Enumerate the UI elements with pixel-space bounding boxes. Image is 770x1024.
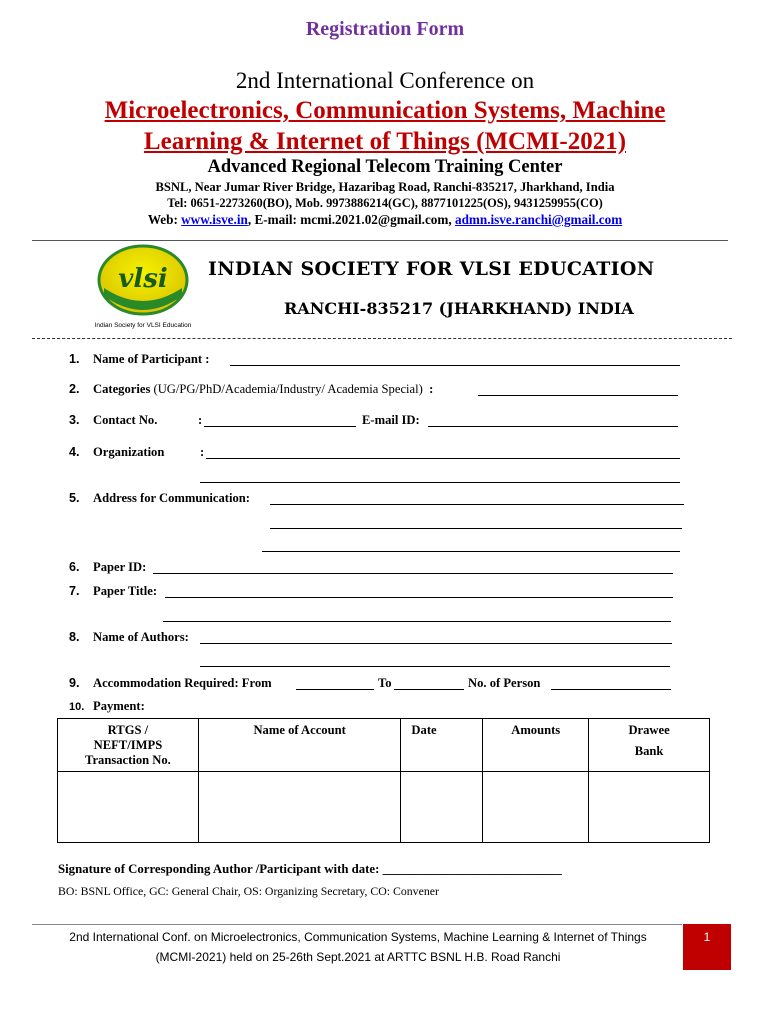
organization-line-1[interactable]: [206, 458, 680, 459]
field-organization: [69, 445, 164, 460]
table-header-row: [58, 719, 710, 772]
society-name: INDIAN SOCIETY FOR VLSI EDUCATION: [208, 258, 655, 280]
website-link[interactable]: www.isve.in: [181, 212, 248, 227]
field-name-of-authors: [69, 630, 189, 645]
header-line: Drawee: [628, 723, 670, 737]
header-line: RTGS /: [107, 723, 149, 737]
field-number: 10.: [69, 701, 85, 713]
header-line: Transaction No.: [85, 753, 171, 767]
footer-divider: [32, 924, 682, 925]
cell-transaction-no[interactable]: [58, 772, 199, 843]
paper-id-line[interactable]: [153, 573, 673, 574]
field-label: Organization: [93, 445, 165, 459]
accommodation-from-line[interactable]: [296, 689, 374, 690]
cell-amounts[interactable]: [483, 772, 589, 843]
authors-line-2[interactable]: [200, 666, 670, 667]
field-label: Address for Communication:: [93, 491, 250, 505]
web-label: Web:: [147, 212, 182, 227]
field-number: 2.: [69, 382, 80, 396]
organization-line-2[interactable]: [200, 482, 680, 483]
header-transaction-no: [58, 719, 199, 772]
field-payment: [69, 699, 145, 714]
payment-table: [57, 718, 710, 843]
logo-caption: Indian Society for VLSI Education: [94, 322, 192, 329]
header-drawee-bank: [589, 719, 710, 772]
email-id-label: E-mail ID:: [362, 413, 420, 427]
field-paper-title: [69, 584, 157, 599]
field-colon: :: [429, 382, 434, 396]
email-separator: ,: [448, 212, 455, 227]
address-line-1[interactable]: [270, 504, 684, 505]
accommodation-to-label: To: [378, 676, 392, 690]
categories-line[interactable]: [478, 395, 678, 396]
organizer-web-email: [0, 212, 770, 228]
email-link-2[interactable]: admn.isve.ranchi@gmail.com: [454, 212, 623, 227]
header-line: Bank: [634, 744, 664, 758]
vlsi-logo: [90, 244, 196, 332]
logo-text: vlsi: [118, 264, 168, 294]
field-label: Paper ID:: [93, 560, 147, 574]
email-1: mcmi.2021.02@gmail.com: [300, 212, 449, 227]
field-number: 8.: [69, 630, 80, 644]
dashed-divider: [32, 338, 732, 339]
header-amounts: Amounts: [483, 719, 589, 772]
field-number: 5.: [69, 491, 80, 505]
header-date: Date: [401, 719, 483, 772]
address-line-2[interactable]: [270, 528, 682, 529]
field-label: Accommodation Required: From: [93, 676, 272, 690]
field-label: Categories: [93, 382, 151, 396]
category-options: (UG/PG/PhD/Academia/Industry/ Academia Special): [150, 382, 423, 396]
field-number: 1.: [69, 352, 80, 366]
abbreviation-legend: BO: BSNL Office, GC: General Chair, OS: Organizing Secretary, CO: Convener: [58, 884, 439, 898]
cell-drawee-bank[interactable]: [589, 772, 710, 843]
paper-title-line-2[interactable]: [163, 621, 671, 622]
conference-intro: 2nd International Conference on: [235, 68, 535, 93]
footer-text-line-2: (MCMI-2021) held on 25-26th Sept.2021 at ARTTC BSNL H.B. Road Ranchi: [155, 950, 561, 964]
field-number: 7.: [69, 584, 80, 598]
no-of-person-line[interactable]: [551, 689, 671, 690]
conference-title-line-2: Learning & Internet of Things (MCMI-2021): [143, 128, 627, 155]
field-contact-no: [69, 413, 157, 428]
field-label: Contact No.: [93, 413, 158, 427]
organization-colon: :: [200, 445, 205, 459]
organizer-address: BSNL, Near Jumar River Bridge, Hazaribag Road, Ranchi-835217, Jharkhand, India: [155, 180, 615, 194]
conference-title-line-1: Microelectronics, Communication Systems, Machine: [104, 97, 666, 124]
footer-text-line-1: 2nd International Conf. on Microelectronics, Communication Systems, Machine Learning & Internet of Things: [69, 930, 647, 944]
form-title: Registration Form: [305, 18, 465, 40]
field-label: Name of Participant :: [93, 352, 210, 366]
field-number: 4.: [69, 445, 80, 459]
cell-date[interactable]: [401, 772, 483, 843]
paper-title-line-1[interactable]: [165, 597, 673, 598]
field-label: Payment:: [93, 699, 145, 713]
table-row: [58, 772, 710, 843]
cell-name-of-account[interactable]: [198, 772, 401, 843]
address-line-3[interactable]: [262, 551, 680, 552]
accommodation-to-line[interactable]: [394, 689, 464, 690]
field-label: Name of Authors:: [93, 630, 189, 644]
header-name-of-account: Name of Account: [198, 719, 401, 772]
participant-name-line[interactable]: [230, 365, 680, 366]
contact-no-line[interactable]: [204, 426, 356, 427]
field-number: 9.: [69, 676, 80, 690]
organizer-name: Advanced Regional Telecom Training Center: [207, 157, 563, 177]
contact-colon: :: [198, 413, 203, 427]
organizer-phone: Tel: 0651-2273260(BO), Mob. 9973886214(GC), 8877101225(OS), 9431259955(CO): [167, 196, 603, 210]
email-id-line[interactable]: [428, 426, 678, 427]
society-location: RANCHI-835217 (JHARKHAND) INDIA: [284, 299, 634, 318]
signature-line: Signature of Corresponding Author /Participant with date: ____________________________: [58, 862, 562, 876]
header-line: NEFT/IMPS: [93, 738, 163, 752]
email-label: , E-mail:: [247, 212, 301, 227]
field-address: [69, 491, 250, 506]
field-number: 3.: [69, 413, 80, 427]
authors-line-1[interactable]: [200, 643, 672, 644]
field-label: Paper Title:: [93, 584, 158, 598]
no-of-person-label: No. of Person: [468, 676, 541, 690]
page-number: 1: [683, 924, 731, 970]
header-divider: [32, 240, 728, 241]
field-categories: [69, 382, 433, 397]
field-name-of-participant: [69, 352, 209, 367]
field-paper-id: [69, 560, 146, 575]
field-accommodation: [69, 676, 272, 691]
field-number: 6.: [69, 560, 80, 574]
